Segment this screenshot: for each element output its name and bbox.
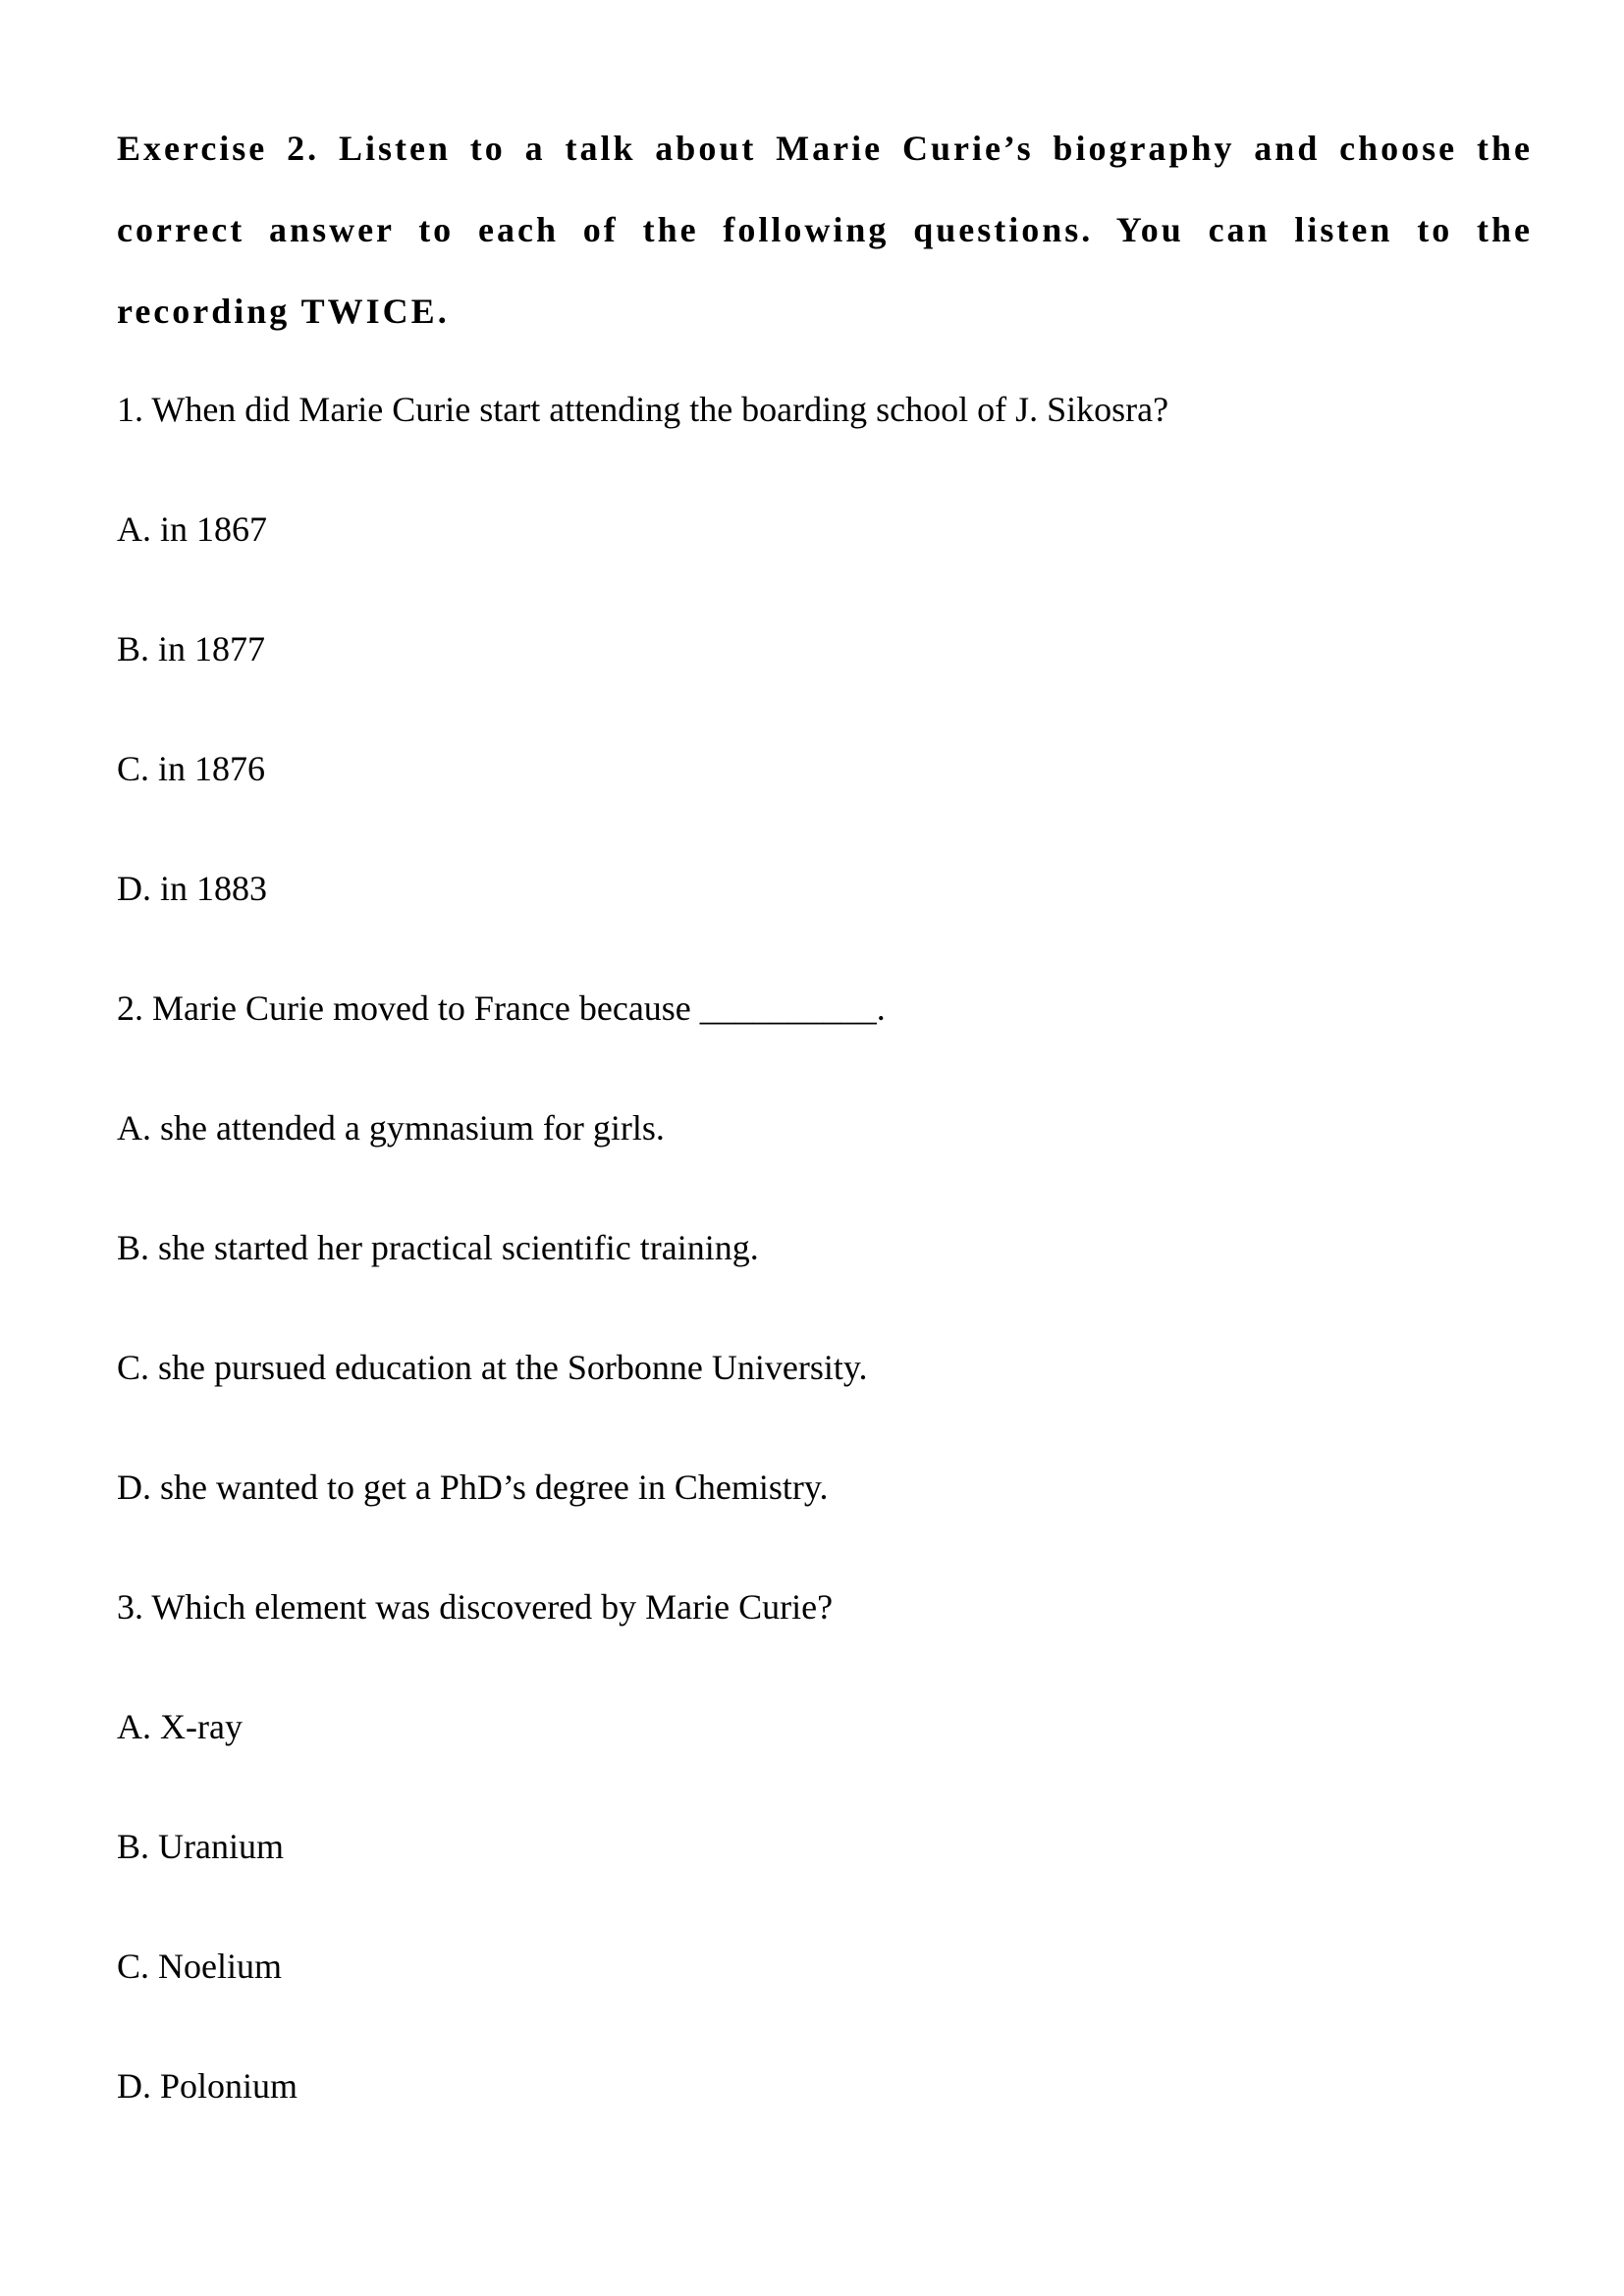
answer-option: C. in 1876 [117,749,266,788]
question-3 [117,1587,1533,2186]
answer-option: D. in 1883 [117,869,267,908]
exercise-instruction: Exercise 2. Listen to a talk about Marie Curie’s biography and choose the correct answer to each of the following questions. You can listen to the recording TWICE. [117,129,1533,331]
answer-option: A. in 1867 [117,509,267,549]
answer-option: D. Polonium [117,2066,298,2106]
question-2 [117,988,1533,1587]
question-stem: 3. Which element was discovered by Marie Curie? [117,1587,834,1627]
question-1 [117,390,1533,988]
answer-option: A. X-ray [117,1707,243,1746]
answer-option: A. she attended a gymnasium for girls. [117,1108,665,1148]
answer-option: B. she started her practical scientific training. [117,1228,759,1267]
answer-option: C. she pursued education at the Sorbonne University. [117,1348,868,1387]
answer-option: B. Uranium [117,1827,284,1866]
answer-option: C. Noelium [117,1947,282,1986]
worksheet-page [117,108,1533,2186]
question-list [117,390,1533,2186]
answer-option: B. in 1877 [117,629,266,668]
answer-option: D. she wanted to get a PhD’s degree in Chemistry. [117,1468,829,1507]
question-stem: 1. When did Marie Curie start attending the boarding school of J. Sikosra? [117,390,1169,429]
question-stem: 2. Marie Curie moved to France because __________. [117,988,886,1028]
